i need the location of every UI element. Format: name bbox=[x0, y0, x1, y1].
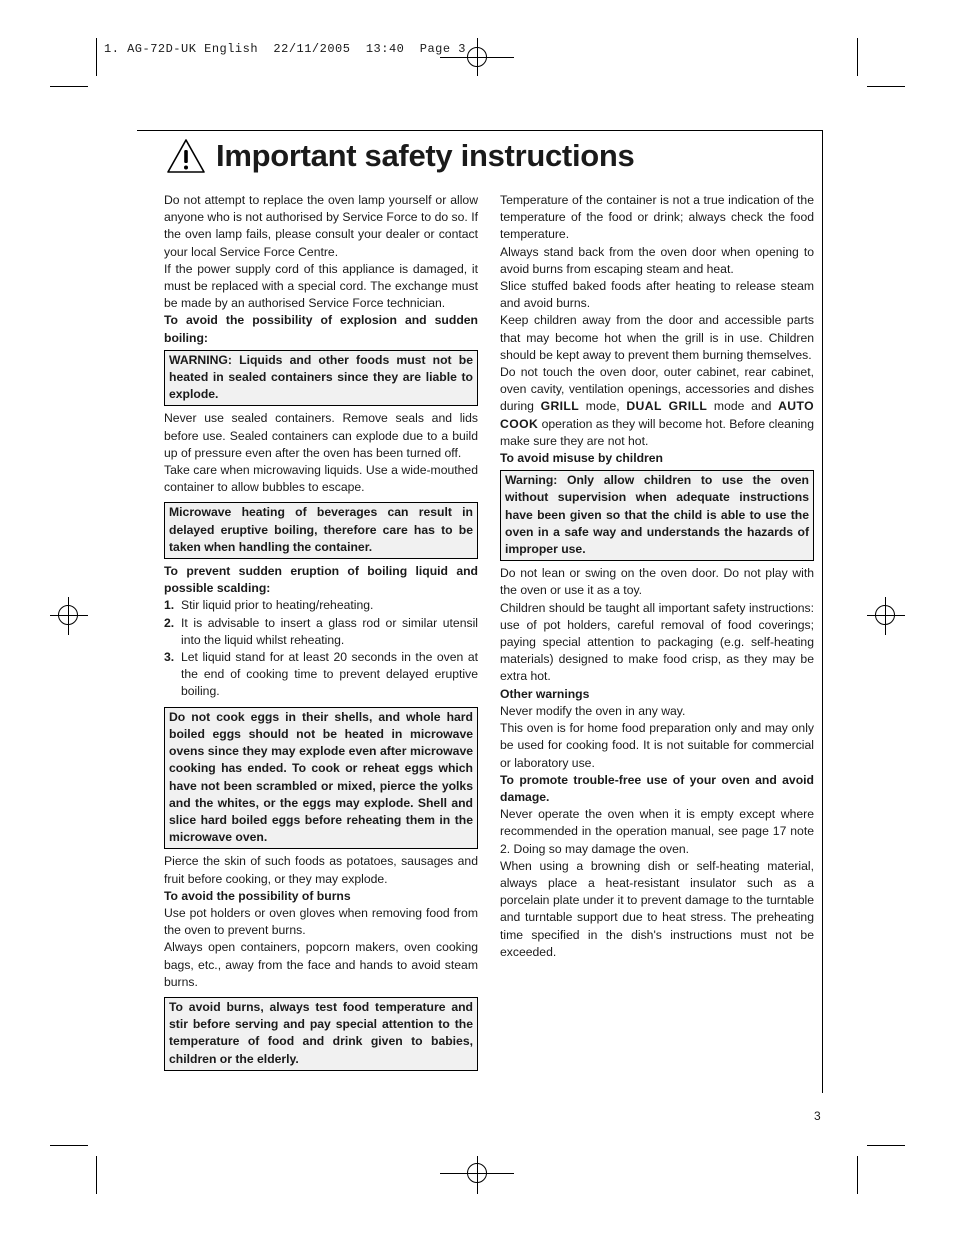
frame-top-rule bbox=[137, 130, 823, 131]
paragraph: Temperature of the container is not a true indication of the temperature of the food or drink; always check the food temperature. bbox=[500, 193, 814, 242]
paragraph: When using a browning dish or self-heating material, always place a heat-resistant insulator such as a porcelain plate under it to prevent damage to the turntable and turntable support due to heat stress. The preheating time specified in the dish's instructions must not be exceeded. bbox=[500, 858, 814, 959]
paragraph: Pierce the skin of such foods as potatoes, sausages and fruit before cooking, or they may explode. bbox=[164, 854, 478, 886]
section-heading: To avoid misuse by children bbox=[500, 451, 663, 466]
paragraph: Do not touch the oven door, outer cabinet, rear cabinet, oven cavity, ventilation openings, accessories and dishes during GRILL mode, DUAL GRILL mode and AUTO COOK operation as they will become hot. Before cleaning make sure they are not hot. bbox=[500, 365, 815, 448]
paragraph: This oven is for home food preparation only and may only be used for cooking food. It is not suitable for commercial or laboratory use. bbox=[500, 721, 814, 770]
paragraph: Children should be taught all important safety instructions: use of pot holders, careful removal of food coverings; paying special attention to packaging (e.g. self-heating materials) designed to make food crisp, as they may be extra hot. bbox=[500, 600, 814, 684]
paragraph: Keep children away from the door and accessible parts that may become hot when the grill is in use. Children should be kept away to prevent them burning themselves. bbox=[500, 313, 814, 362]
paragraph: Never modify the oven in any way. bbox=[500, 703, 686, 718]
section-heading: Other warnings bbox=[500, 686, 590, 701]
mode-name: DUAL GRILL bbox=[626, 399, 708, 414]
right-column bbox=[500, 192, 814, 961]
section-heading: To avoid the possibility of explosion and sudden boiling: bbox=[164, 313, 478, 345]
paragraph: Do not lean or swing on the oven door. Do not play with the oven or use it as a toy. bbox=[500, 566, 814, 598]
print-slug: 1. AG-72D-UK English 22/11/2005 13:40 Page 3 bbox=[104, 42, 466, 56]
section-heading: To prevent sudden eruption of boiling liquid and possible scalding: bbox=[164, 564, 478, 596]
paragraph: Take care when microwaving liquids. Use a wide-mouthed container to allow bubbles to escape. bbox=[164, 463, 478, 495]
warning-box: Microwave heating of beverages can result in delayed eruptive boiling, therefore care has to be taken when handling the container. bbox=[164, 502, 478, 559]
paragraph: Never operate the oven when it is empty except where recommended in the operation manual, see page 17 note 2. Doing so may damage the oven. bbox=[500, 807, 814, 856]
page-title: Important safety instructions bbox=[216, 138, 635, 173]
section-heading: To avoid the possibility of burns bbox=[164, 888, 351, 903]
paragraph: Always open containers, popcorn makers, oven cooking bags, etc., away from the face and hands to avoid steam burns. bbox=[164, 940, 478, 989]
warning-box: WARNING: Liquids and other foods must not be heated in sealed containers since they are liable to explode. bbox=[164, 350, 478, 407]
numbered-list bbox=[164, 597, 478, 700]
section-heading: To promote trouble-free use of your oven and avoid damage. bbox=[500, 772, 814, 804]
paragraph: Do not attempt to replace the oven lamp yourself or allow anyone who is not authorised by Service Force to do so. If the oven lamp fails, please consult your dealer or contact your local Service Force Centre. bbox=[164, 193, 478, 259]
mode-name: GRILL bbox=[540, 399, 580, 414]
page-number: 3 bbox=[814, 1109, 821, 1123]
paragraph: Never use sealed containers. Remove seals and lids before use. Sealed containers can explode due to a build up of pressure even after the oven has been turned off. bbox=[164, 411, 478, 460]
list-item: 3. Let liquid stand for at least 20 seconds in the oven at the end of cooking time to prevent delayed eruptive boiling. bbox=[164, 650, 478, 699]
warning-box: Warning: Only allow children to use the oven without supervision when adequate instructions have been given so that the child is able to use the oven in a safe way and understands the hazards of improper use. bbox=[500, 470, 814, 561]
frame-right-rule bbox=[822, 130, 823, 1093]
paragraph: If the power supply cord of this appliance is damaged, it must be replaced with a special cord. The exchange must be made by an authorised Service Force technician. bbox=[164, 261, 478, 311]
mode-name: AUTO COOK bbox=[500, 399, 815, 431]
list-item: 1. Stir liquid prior to heating/reheating. bbox=[164, 598, 374, 613]
paragraph: Always stand back from the oven door when opening to avoid burns from escaping steam and heat. bbox=[500, 244, 814, 276]
warning-box: Do not cook eggs in their shells, and whole hard boiled eggs should not be heated in microwave ovens since they may explode even after microwave cooking has ended. To cook or reheat eggs which have not been scrambled or mixed, pierce the yolks and the whites, or the eggs may explode. Shell and slice hard boiled eggs before reheating them in the microwave oven. bbox=[164, 707, 478, 850]
left-column bbox=[164, 192, 478, 1075]
list-item: 2. It is advisable to insert a glass rod or similar utensil into the liquid whilst reheating. bbox=[164, 615, 478, 647]
paragraph: Slice stuffed baked foods after heating to release steam and avoid burns. bbox=[500, 279, 814, 311]
warning-triangle-icon bbox=[166, 138, 206, 174]
warning-box: To avoid burns, always test food temperature and stir before serving and pay special attention to the temperature of food and drink given to babies, children or the elderly. bbox=[164, 997, 478, 1071]
page-header bbox=[166, 138, 634, 174]
paragraph: Use pot holders or oven gloves when removing food from the oven to prevent burns. bbox=[164, 905, 478, 938]
